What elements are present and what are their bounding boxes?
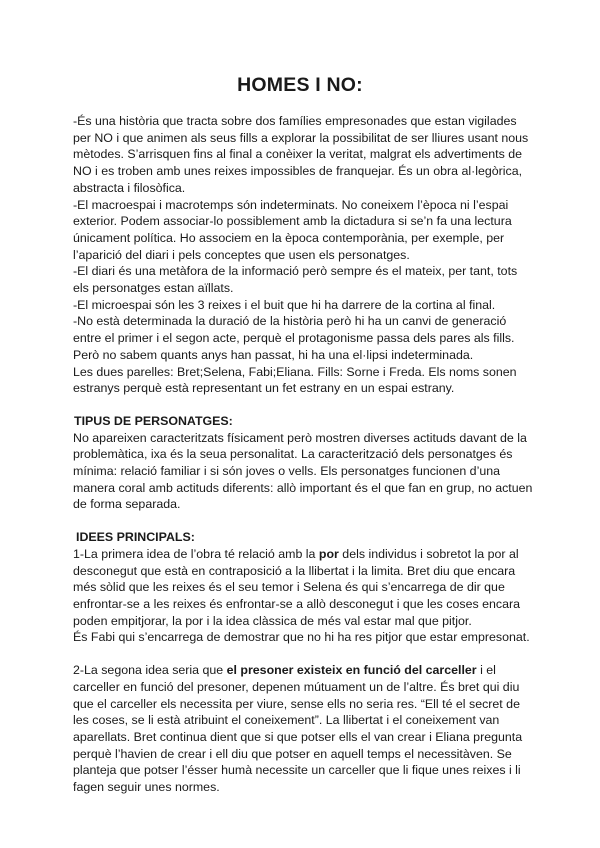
idea-2-keyword: el presoner existeix en funció del carceller bbox=[226, 663, 477, 678]
characters-heading: TIPUS DE PERSONATGES: bbox=[74, 413, 233, 428]
intro-paragraph-5: -No està determinada la duració de la història però hi ha un canvi de generació entre el primer i el segon acte, perquè el protagonisme passa dels pares als fills. Però no sabem quants anys han passat, hi ha una el·lipsi indeterminada. bbox=[73, 314, 515, 362]
idea-1-text-start: 1-La primera idea de l’obra té relació amb la bbox=[73, 546, 319, 561]
idea-1-text-end: dels individus i sobretot la por al desconegut que està en contraposició a la llibertat i la limita. Bret diu que encara més sòlid que les reixes és el seu temor i Selena és qui s’encarrega de dir que enfrontar-se a les reixes és enfrontar-se a allò desconegut i que les coses encara poden empitjorar, la por i la idea clàssica de més val estar mal que pitjor. bbox=[73, 546, 521, 628]
idea-2-text-start: 2-La segona idea seria que bbox=[73, 663, 227, 678]
intro-paragraph-6: Les dues parelles: Bret;Selena, Fabi;Eliana. Fills: Sorne i Freda. Els noms sonen estranys perquè està representant un fet estrany en un espai estrany. bbox=[73, 364, 517, 396]
idea-1-closing-line: És Fabi qui s’encarrega de demostrar que no hi ha res pitjor que estar empresonat. bbox=[73, 630, 530, 645]
idea-1-keyword: por bbox=[318, 546, 339, 561]
intro-paragraph-4: -El microespai són les 3 reixes i el buit que hi ha darrere de la cortina al final. bbox=[73, 297, 496, 312]
document-body bbox=[73, 113, 533, 796]
intro-paragraph-2: -El macroespai i macrotemps són indeterminats. No coneixem l’època ni l’espai exterior. Podem associar-lo possiblement amb la dictadura si se’n fa una lectura únicament política. Ho associem en la època contemporània, per exemple, per l’aparició del diari i pels conceptes que usen els personatges. bbox=[73, 197, 512, 262]
ideas-heading: IDEES PRINCIPALS: bbox=[76, 530, 195, 545]
idea-1-paragraph bbox=[73, 546, 533, 630]
idea-2-paragraph bbox=[73, 662, 533, 796]
intro-paragraph-1: -És una història que tracta sobre dos famílies empresonades que estan vigilades per NO i que animen als seus fills a explorar la possibilitat de ser lliures usant nous mètodes. S’arrisquen fins al final a conèixer la veritat, malgrat els advertiments de NO i es troben amb unes reixes impossibles de franquejar. És un obra al·legòrica, abstracta i filosòfica. bbox=[73, 114, 529, 195]
idea-2-text-end: i el carceller en funció del presoner, depenen mútuament un de l’altre. És bret qui diu que el carceller els necessita per viure, sense ells no seria res. “Ell té el secret de les coses, se li està atribuint el coneixement”. La llibertat i el coneixement van aparellats. Bret continua dient que si que potser ells el van crear i Eliana pregunta perquè l’havien de crear i ell diu que potser en aquell temps el necessitàven. Se planteja que potser l’ésser humà necessite un carceller que li fique unes reixes i li fagen seguir unes normes. bbox=[73, 663, 523, 795]
spacer bbox=[73, 397, 533, 413]
spacer bbox=[73, 646, 533, 662]
page-title: HOMES I NO: bbox=[237, 74, 363, 96]
spacer bbox=[73, 513, 533, 529]
characters-paragraph: No apareixen caracteritzats físicament però mostren diverses actituds davant de la problemàtica, ixa és la seua personalitat. La caracterització dels personatges és mínima: relació familiar i si són joves o vells. Els personatges funcionen d’una manera coral amb actituds diferents: allò important és el que fan en grup, no actuen de forma separada. bbox=[73, 430, 533, 512]
intro-paragraph-3: -El diari és una metàfora de la informació però sempre és el mateix, per tant, tots els personatges estan aïllats. bbox=[73, 264, 518, 296]
